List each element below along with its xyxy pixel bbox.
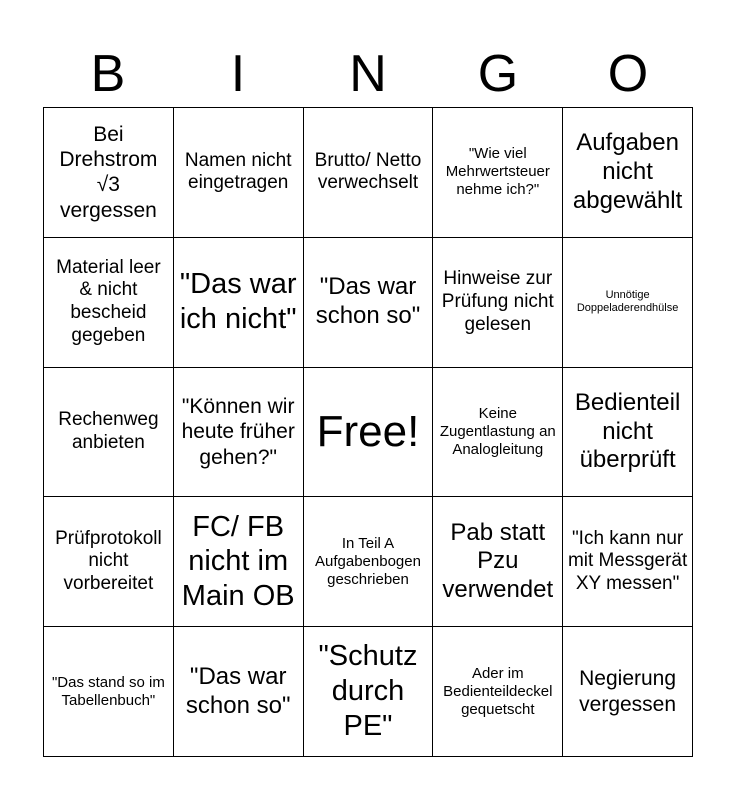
bingo-cell[interactable]: "Schutz durch PE" xyxy=(304,627,434,757)
bingo-cell[interactable]: Ader im Bedienteildeckel gequetscht xyxy=(433,627,563,757)
bingo-cell[interactable]: "Das war schon so" xyxy=(304,238,434,368)
bingo-cell[interactable]: "Ich kann nur mit Messgerät XY messen" xyxy=(563,497,693,627)
bingo-cell[interactable]: "Können wir heute früher gehen?" xyxy=(174,368,304,498)
bingo-cell[interactable]: Rechenweg anbieten xyxy=(44,368,174,498)
header-letter-i: I xyxy=(230,45,246,103)
bingo-cell[interactable]: Aufgaben nicht abgewählt xyxy=(563,108,693,238)
bingo-cell[interactable]: In Teil A Aufgabenbogen geschrieben xyxy=(304,497,434,627)
bingo-cell[interactable]: Prüfprotokoll nicht vorbereitet xyxy=(44,497,174,627)
header-letter-n: N xyxy=(349,45,387,103)
bingo-cell[interactable]: Material leer & nicht bescheid gegeben xyxy=(44,238,174,368)
bingo-cell[interactable]: Bedienteil nicht überprüft xyxy=(563,368,693,498)
bingo-cell[interactable]: "Das war schon so" xyxy=(174,627,304,757)
bingo-cell[interactable]: Namen nicht eingetragen xyxy=(174,108,304,238)
bingo-cell[interactable]: "Wie viel Mehrwertsteuer nehme ich?" xyxy=(433,108,563,238)
free-cell[interactable]: Free! xyxy=(304,368,434,498)
header-letter-o: O xyxy=(607,45,649,103)
bingo-board xyxy=(43,107,693,757)
bingo-cell[interactable]: "Das war ich nicht" xyxy=(174,238,304,368)
bingo-cell[interactable]: Bei Drehstrom √3 vergessen xyxy=(44,108,174,238)
header-letter-g: G xyxy=(477,45,519,103)
bingo-cell[interactable]: "Das stand so im Tabellenbuch" xyxy=(44,627,174,757)
header-letter-b: B xyxy=(90,45,126,103)
bingo-header xyxy=(43,40,693,108)
bingo-cell[interactable]: FC/ FB nicht im Main OB xyxy=(174,497,304,627)
bingo-cell[interactable]: Pab statt Pzu verwendet xyxy=(433,497,563,627)
bingo-cell[interactable]: Unnötige Doppeladerendhülse xyxy=(563,238,693,368)
bingo-cell[interactable]: Brutto/ Netto verwechselt xyxy=(304,108,434,238)
bingo-cell[interactable]: Keine Zugentlastung an Analogleitung xyxy=(433,368,563,498)
bingo-cell[interactable]: Negierung vergessen xyxy=(563,627,693,757)
bingo-cell[interactable]: Hinweise zur Prüfung nicht gelesen xyxy=(433,238,563,368)
